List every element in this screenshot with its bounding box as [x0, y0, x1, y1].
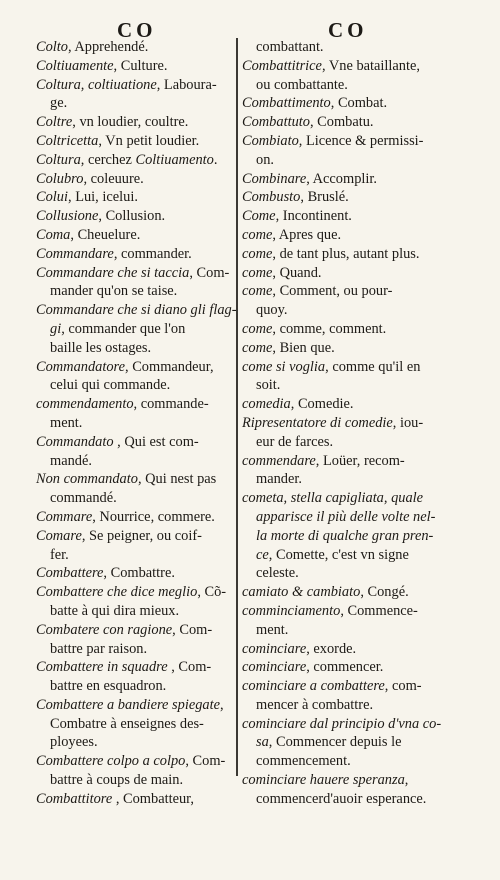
entry-text: battre à coups de main.	[50, 772, 184, 789]
entry-text: , Commencer depuis le	[268, 734, 402, 751]
dictionary-line	[242, 320, 448, 339]
dictionary-line	[242, 452, 448, 471]
entry-text: , commander que l'on	[61, 320, 186, 337]
entry-text: batte à qui dira mieux.	[50, 602, 180, 619]
dictionary-line	[242, 602, 448, 621]
entry-term: Coltura	[36, 151, 81, 168]
entry-text: , Bien que.	[272, 339, 335, 356]
entry-term: la morte di qualche gran pren-	[256, 527, 434, 544]
entry-term: gi	[50, 320, 62, 337]
dictionary-line	[36, 621, 232, 640]
entry-term: come	[242, 339, 273, 356]
entry-term: Combattere a bandiere spiegate	[36, 696, 220, 713]
entry-text: , Apprehendé.	[68, 39, 149, 55]
dictionary-line	[36, 715, 232, 734]
entry-text: , Incontinent.	[275, 208, 352, 225]
entry-term: come	[242, 320, 273, 337]
dictionary-line	[36, 733, 232, 752]
entry-term: sa	[256, 734, 269, 751]
entry-text: , comme qu'il en	[325, 358, 421, 375]
entry-text: , commande-	[133, 396, 209, 413]
entry-term: Collusione	[36, 208, 99, 225]
dictionary-line	[242, 583, 448, 602]
entry-text: ment.	[256, 621, 289, 638]
entry-text: , Bruslé.	[300, 189, 349, 206]
entry-text: , Laboura-	[156, 76, 217, 93]
dictionary-line	[36, 414, 232, 433]
entry-text: on.	[256, 151, 274, 168]
entry-text: , vn loudier, coultre.	[72, 114, 189, 131]
dictionary-line	[242, 527, 448, 546]
entry-text: , Combat.	[330, 95, 388, 112]
entry-text: , Combattre.	[103, 565, 175, 582]
entry-text: soit.	[256, 377, 281, 394]
entry-text: , Accomplir.	[306, 170, 377, 187]
entry-text: , commencer.	[306, 659, 384, 676]
dictionary-line	[242, 715, 448, 734]
entry-text: , Licence & permissi-	[298, 132, 424, 149]
dictionary-line	[36, 358, 232, 377]
entry-term: apparisce il più delle volte nel-	[256, 508, 436, 525]
entry-text: mander.	[256, 471, 302, 488]
entry-text: , Combatu.	[309, 114, 374, 131]
entry-term: Come	[242, 208, 276, 225]
entry-term: Combinare	[242, 170, 307, 187]
dictionary-line	[36, 489, 232, 508]
dictionary-line	[242, 151, 448, 170]
dictionary-line	[242, 76, 448, 95]
entry-text: , Qui est com-	[113, 433, 199, 450]
entry-text: , de tant plus, autant plus.	[272, 245, 420, 262]
dictionary-line	[36, 226, 232, 245]
dictionary-line	[242, 301, 448, 320]
entry-term: cometa, stella capigliata, quale	[242, 490, 424, 507]
right-column	[242, 38, 448, 809]
entry-term: Combattitrice	[242, 57, 322, 74]
dictionary-line	[242, 132, 448, 151]
entry-term: cominciare hauere speranza	[242, 772, 405, 789]
entry-text: celeste.	[256, 565, 299, 582]
dictionary-line	[242, 113, 448, 132]
entry-text: , Combatteur,	[112, 790, 194, 807]
entry-term: Combiato	[242, 132, 299, 149]
entry-term: come	[242, 264, 273, 281]
column-divider	[236, 38, 238, 776]
entry-text: , com-	[384, 678, 422, 695]
dictionary-line	[36, 245, 232, 264]
dictionary-line	[36, 151, 232, 170]
entry-term: come	[242, 226, 273, 243]
dictionary-line	[242, 433, 448, 452]
entry-text: commencement.	[256, 753, 351, 770]
entry-text: , Comment, ou pour-	[272, 283, 393, 300]
entry-text: , Com-	[189, 264, 230, 281]
dictionary-line	[242, 57, 448, 76]
entry-term: Combusto	[242, 189, 301, 206]
dictionary-line	[36, 395, 232, 414]
dictionary-line	[242, 470, 448, 489]
entry-term: Combattimento	[242, 95, 331, 112]
entry-text: mander qu'on se taise.	[50, 283, 178, 300]
entry-text: , Loüer, recom-	[315, 452, 405, 469]
entry-term: ce	[256, 546, 269, 563]
dictionary-line	[242, 245, 448, 264]
entry-term: cominciare dal principio d'vna co-	[242, 715, 442, 732]
entry-term: Coltiuamente	[36, 57, 114, 74]
dictionary-line	[36, 207, 232, 226]
entry-term: Colto	[36, 39, 68, 55]
entry-text: , Vn petit loudier.	[98, 132, 200, 149]
entry-text: battre en esquadron.	[50, 678, 167, 695]
dictionary-line	[242, 564, 448, 583]
entry-text: , Qui nest pas	[137, 471, 217, 488]
dictionary-line	[242, 677, 448, 696]
dictionary-line	[242, 508, 448, 527]
dictionary-line	[36, 113, 232, 132]
entry-text: mencer à combattre.	[256, 696, 374, 713]
dictionary-line	[242, 358, 448, 377]
entry-text: eur de farces.	[256, 433, 334, 450]
dictionary-line	[242, 38, 448, 57]
entry-text: ,	[219, 696, 224, 713]
entry-text: , Lui, icelui.	[68, 189, 138, 206]
header-left: CO	[117, 18, 157, 42]
header-right: CO	[328, 18, 368, 42]
entry-term: Combattitore	[36, 790, 113, 807]
entry-term: Coltura, coltiuatione	[36, 76, 157, 93]
entry-term: comedia	[242, 396, 291, 413]
entry-text: , exorde.	[306, 640, 357, 657]
dictionary-line	[36, 452, 232, 471]
entry-term: Commandare	[36, 245, 114, 262]
entry-term: Combattuto	[242, 114, 310, 131]
dictionary-line	[242, 752, 448, 771]
dictionary-line	[36, 470, 232, 489]
entry-text: commandé.	[50, 490, 117, 507]
entry-text: , Cõ-	[197, 584, 227, 601]
entry-text: , Se peigner, ou coif-	[81, 527, 202, 544]
dictionary-line	[36, 188, 232, 207]
entry-text: , Comette, c'est vn signe	[268, 546, 409, 563]
dictionary-line	[242, 170, 448, 189]
dictionary-line	[242, 546, 448, 565]
entry-term: Commare	[36, 508, 93, 525]
entry-term: commendare	[242, 452, 316, 469]
dictionary-line	[36, 57, 232, 76]
dictionary-line	[36, 771, 232, 790]
entry-term: comminciamento	[242, 602, 341, 619]
entry-text: , Comedie.	[290, 396, 354, 413]
entry-term: Coltricetta	[36, 132, 99, 149]
dictionary-line	[242, 282, 448, 301]
entry-text: , Quand.	[272, 264, 322, 281]
entry-term: Commandato	[36, 433, 114, 450]
dictionary-line	[242, 696, 448, 715]
entry-text: .	[213, 151, 218, 168]
dictionary-line	[36, 76, 232, 95]
entry-text: ,	[404, 772, 409, 789]
entry-term: commendamento	[36, 396, 134, 413]
entry-term: Combatere con ragione	[36, 621, 173, 638]
dictionary-line	[36, 602, 232, 621]
entry-term: come	[242, 283, 273, 300]
dictionary-line	[36, 94, 232, 113]
entry-text: baille les ostages.	[50, 339, 152, 356]
entry-text: , Com-	[185, 753, 226, 770]
entry-text: , Apres que.	[272, 226, 342, 243]
dictionary-line	[36, 301, 237, 320]
entry-text: quoy.	[256, 302, 288, 319]
entry-text: , Commence-	[340, 602, 418, 619]
dictionary-line	[242, 621, 448, 640]
dictionary-line	[36, 696, 232, 715]
entry-text: Combatre à enseignes des-	[50, 715, 204, 732]
entry-term: cominciare	[242, 659, 307, 676]
dictionary-line	[242, 94, 448, 113]
dictionary-line	[242, 790, 448, 809]
dictionary-line	[36, 658, 232, 677]
dictionary-line	[242, 339, 448, 358]
entry-text: , Nourrice, commere.	[92, 508, 215, 525]
entry-term: Coma	[36, 226, 71, 243]
dictionary-line	[36, 433, 232, 452]
dictionary-line	[242, 226, 448, 245]
dictionary-line	[242, 771, 448, 790]
entry-term: Combattere colpo a colpo	[36, 753, 186, 770]
entry-text: ge.	[50, 95, 68, 112]
dictionary-line	[36, 376, 232, 395]
dictionary-line	[36, 508, 232, 527]
dictionary-line	[242, 733, 448, 752]
dictionary-line	[36, 583, 232, 602]
dictionary-line	[36, 320, 232, 339]
entry-text: , cerchez	[80, 151, 136, 168]
dictionary-line	[242, 640, 448, 659]
dictionary-line	[242, 207, 448, 226]
dictionary-line	[36, 264, 232, 283]
dictionary-line	[36, 640, 232, 659]
dictionary-line	[36, 790, 232, 809]
entry-text: , coleuure.	[83, 170, 144, 187]
dictionary-line	[242, 188, 448, 207]
dictionary-line	[36, 339, 232, 358]
entry-term: Comare	[36, 527, 82, 544]
entry-text: ou combattante.	[256, 76, 348, 93]
entry-text: , Com-	[167, 659, 212, 676]
dictionary-line	[242, 264, 448, 283]
left-column	[36, 38, 237, 809]
dictionary-line	[36, 38, 232, 57]
dictionary-line	[36, 132, 232, 151]
entry-term: cominciare	[242, 640, 307, 657]
entry-term: come	[242, 245, 273, 262]
entry-term: Colui	[36, 189, 68, 206]
entry-text: , Collusion.	[98, 208, 166, 225]
entry-term: Combattere in squadre	[36, 659, 168, 676]
dictionary-line	[36, 170, 232, 189]
entry-text: , Culture.	[113, 57, 168, 74]
entry-term: Colubro	[36, 170, 84, 187]
dictionary-line	[36, 546, 232, 565]
entry-text: , Cheuelure.	[70, 226, 141, 243]
dictionary-line	[36, 527, 232, 546]
entry-term: Commandare che si diano gli flag-	[36, 302, 237, 319]
dictionary-line	[36, 752, 232, 771]
entry-term: Commandare che si taccia	[36, 264, 190, 281]
entry-term: Commandatore	[36, 358, 126, 375]
entry-term: cominciare a combattere	[242, 678, 385, 695]
entry-text: , Com-	[172, 621, 213, 638]
entry-term: camiato & cambiato	[242, 584, 361, 601]
entry-term: come si voglia	[242, 358, 326, 375]
entry-text: , commander.	[113, 245, 192, 262]
entry-text: ment.	[50, 414, 83, 431]
entry-text: fer.	[50, 546, 69, 563]
dictionary-line	[242, 489, 448, 508]
entry-term: Non commandato	[36, 471, 138, 488]
entry-term: Coltiuamento	[135, 151, 214, 168]
entry-term: Ripresentatore di comedie	[242, 414, 393, 431]
entry-text: ployees.	[50, 734, 98, 751]
entry-term: Combattere che dice meglio	[36, 584, 198, 601]
entry-term: Coltre	[36, 114, 73, 131]
dictionary-line	[242, 376, 448, 395]
entry-text: , Congé.	[360, 584, 409, 601]
entry-text: , Commandeur,	[125, 358, 214, 375]
entry-text: , comme, comment.	[272, 320, 387, 337]
dictionary-line	[242, 658, 448, 677]
dictionary-line	[36, 677, 232, 696]
entry-text: combattant.	[256, 39, 324, 55]
dictionary-line	[242, 414, 448, 433]
entry-text: mandé.	[50, 452, 92, 469]
entry-text: , iou-	[392, 414, 424, 431]
dictionary-line	[242, 395, 448, 414]
entry-text: commencerd'auoir esperance.	[256, 790, 427, 807]
entry-text: battre par raison.	[50, 640, 148, 657]
entry-text: celui qui commande.	[50, 377, 171, 394]
dictionary-line	[36, 282, 232, 301]
entry-term: Combattere	[36, 565, 104, 582]
entry-text: , Vne bataillante,	[321, 57, 420, 74]
dictionary-line	[36, 564, 232, 583]
